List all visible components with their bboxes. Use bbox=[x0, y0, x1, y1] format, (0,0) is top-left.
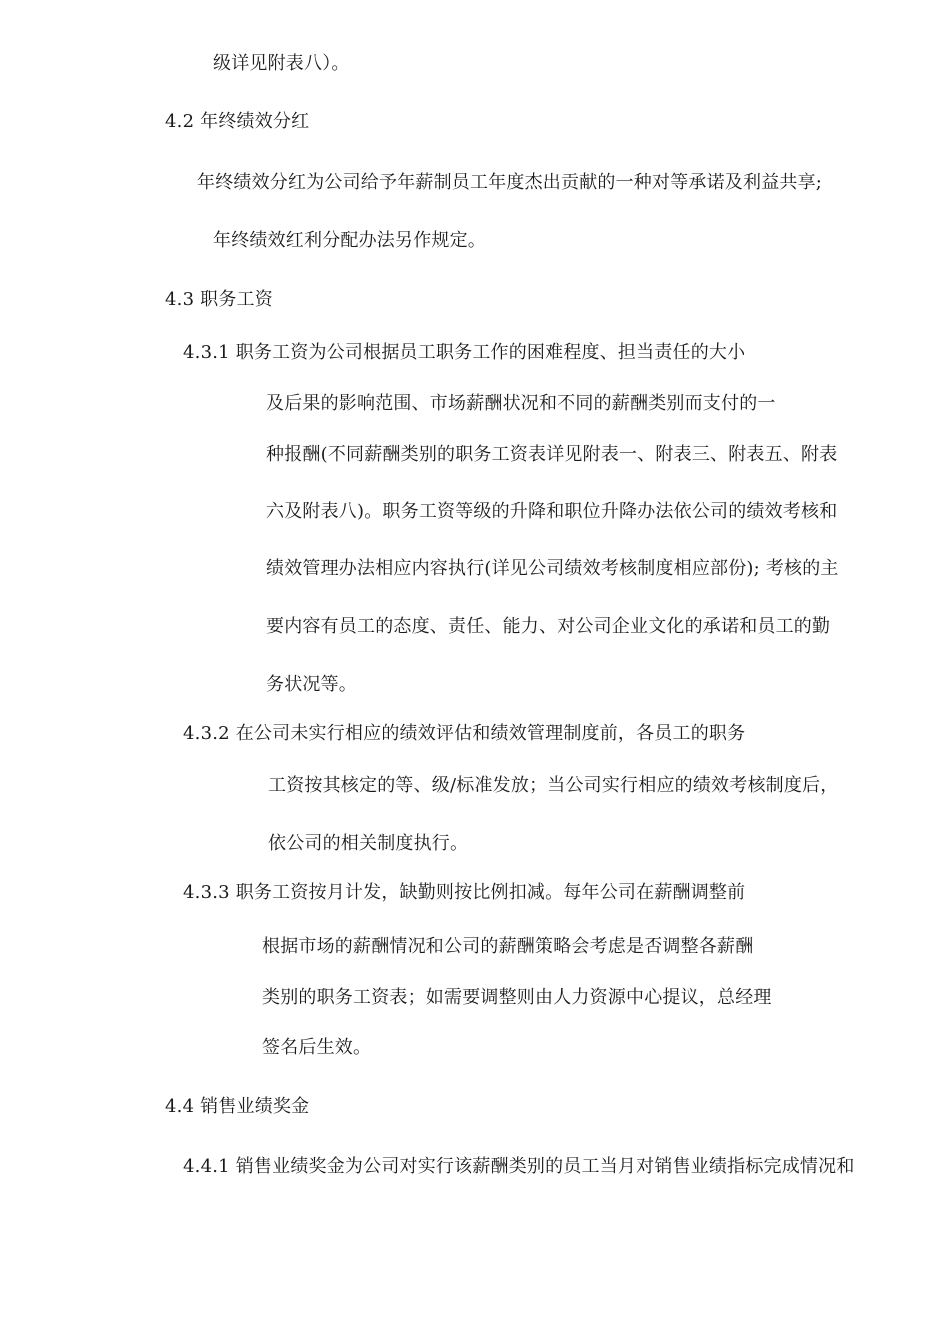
subsection-4-3-3: 4.3.3 职务工资按月计发，缺勤则按比例扣减。每年公司在薪酬调整前 bbox=[183, 882, 746, 903]
paragraph-line: 签名后生效。 bbox=[262, 1037, 372, 1058]
paragraph-line: 根据市场的薪酬情况和公司的薪酬策略会考虑是否调整各薪酬 bbox=[262, 936, 754, 957]
paragraph-line: 类别的职务工资表；如需要调整则由人力资源中心提议，总经理 bbox=[262, 987, 772, 1008]
paragraph-line: 种报酬(不同薪酬类别的职务工资表详见附表一、附表三、附表五、附表 bbox=[266, 444, 838, 465]
section-heading-4-4: 4.4 销售业绩奖金 bbox=[165, 1096, 310, 1117]
paragraph-line: 六及附表八)。职务工资等级的升降和职位升降办法依公司的绩效考核和 bbox=[266, 501, 838, 522]
paragraph-line: 年终绩效分红为公司给予年薪制员工年度杰出贡献的一种对等承诺及利益共享; bbox=[197, 172, 823, 193]
paragraph-line: 要内容有员工的态度、责任、能力、对公司企业文化的承诺和员工的勤 bbox=[266, 616, 831, 637]
section-heading-4-3: 4.3 职务工资 bbox=[165, 289, 273, 310]
subsection-4-3-1: 4.3.1 职务工资为公司根据员工职务工作的困难程度、担当责任的大小 bbox=[183, 342, 746, 363]
paragraph-line: 依公司的相关制度执行。 bbox=[268, 833, 469, 854]
paragraph-line: 级详见附表八）。 bbox=[213, 53, 350, 74]
subsection-4-3-2: 4.3.2 在公司未实行相应的绩效评估和绩效管理制度前，各员工的职务 bbox=[183, 723, 746, 744]
paragraph-line: 绩效管理办法相应内容执行(详见公司绩效考核制度相应部份); 考核的主 bbox=[266, 558, 839, 579]
paragraph-line: 及后果的影响范围、市场薪酬状况和不同的薪酬类别而支付的一 bbox=[266, 393, 776, 414]
paragraph-line: 年终绩效红利分配办法另作规定。 bbox=[213, 230, 486, 251]
paragraph-line: 工资按其核定的等、级/标准发放；当公司实行相应的绩效考核制度后， bbox=[268, 775, 839, 796]
section-heading-4-2: 4.2 年终绩效分红 bbox=[165, 111, 310, 132]
paragraph-line: 务状况等。 bbox=[266, 674, 357, 695]
subsection-4-4-1: 4.4.1 销售业绩奖金为公司对实行该薪酬类别的员工当月对销售业绩指标完成情况和 bbox=[183, 1156, 855, 1177]
